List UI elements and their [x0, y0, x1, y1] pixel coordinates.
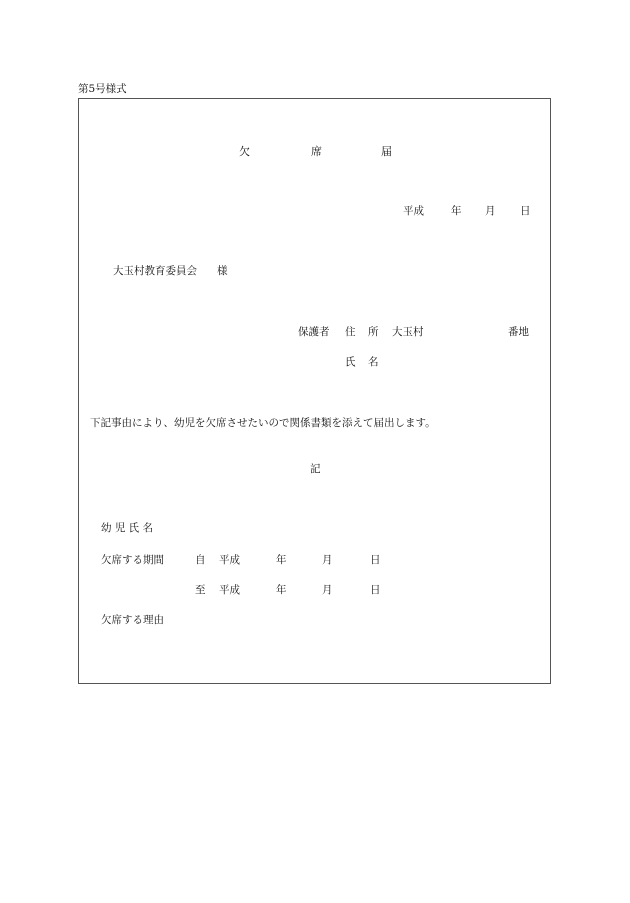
addressee-name: 大玉村教育委員会 [113, 265, 197, 277]
period-to-day: 日 [370, 584, 381, 596]
title-char-1: 欠 [239, 145, 250, 158]
ki-heading: 記 [310, 463, 321, 475]
reason-label: 欠席する理由 [101, 614, 164, 626]
address-label-1: 住 [345, 326, 356, 338]
name-label-1: 氏 [345, 356, 356, 368]
period-from-era: 平成 [219, 554, 240, 566]
date-era: 平成 [403, 205, 424, 217]
period-to-era: 平成 [219, 584, 240, 596]
date-year: 年 [451, 205, 462, 217]
title-char-3: 届 [381, 145, 392, 158]
title-char-2: 席 [311, 145, 322, 158]
period-from-year: 年 [276, 554, 287, 566]
address-label-2: 所 [368, 326, 379, 338]
period-from-month: 月 [322, 554, 333, 566]
period-from-day: 日 [370, 554, 381, 566]
period-to-month: 月 [322, 584, 333, 596]
child-name-label: 幼 児 氏 名 [101, 522, 154, 534]
address-banchi: 番地 [508, 326, 529, 338]
statement-text: 下記事由により、幼児を欠席させたいので関係書類を添えて届出します。 [90, 417, 436, 429]
address-village: 大玉村 [392, 326, 424, 338]
period-from-label: 自 [195, 554, 206, 566]
form-frame [78, 98, 551, 684]
period-to-label: 至 [195, 584, 206, 596]
period-label: 欠席する期間 [101, 554, 164, 566]
applicant-role: 保護者 [298, 326, 330, 338]
addressee-honorific: 様 [217, 265, 228, 277]
period-to-year: 年 [276, 584, 287, 596]
date-day: 日 [520, 205, 531, 217]
name-label-2: 名 [368, 356, 379, 368]
date-month: 月 [485, 205, 496, 217]
form-number: 第5号様式 [78, 83, 127, 95]
